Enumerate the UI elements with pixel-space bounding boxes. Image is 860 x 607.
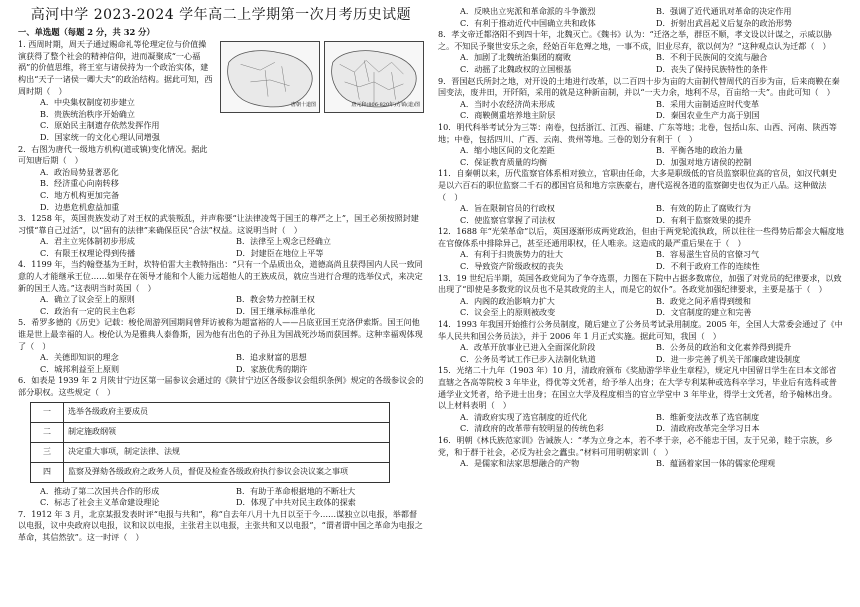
option[interactable]: A．中央集权制度初步建立 [40, 97, 135, 108]
question-13: 13．19 世纪后半期，英国各政党间为了争夺选票，力图在下院中占据多数席位，加强了对党员的纪律要求，以致出现了“即使是多数党的议员也不是其政党的主人，而是它的奴仆”。各政党加强纪律要求，主要是基于（ ） [438, 272, 842, 295]
map-image-1 [220, 41, 320, 113]
option[interactable]: D．国王继承标准单化 [236, 305, 316, 316]
option[interactable]: C．地方机构更加完备 [40, 189, 120, 200]
option[interactable]: C．使监察官掌握了司法权 [460, 214, 556, 225]
option[interactable]: D．封建臣在地位上平等 [236, 247, 324, 258]
q5-options [18, 352, 424, 375]
table-row: 四 监察及弹劾各级政府之政务人员，督促及检查各级政府执行参议会决议案之事项 [31, 462, 390, 482]
question-8: 8．孝文帝迁都洛阳不到四十年，北魏灭亡。《魏书》认为：“迁洛之举，群臣不顺，孝文设以计谋之，示威以胁之。不知民予聚世安乐之余，经始百年危殚之地，一事不成，旧业尽弃，欲以何为？”这种观点认为迁都（ ） [438, 29, 832, 51]
right-column [438, 6, 844, 603]
q14-options [438, 342, 844, 365]
option[interactable]: C．商鞅侧重培养地主阶层 [460, 110, 556, 121]
option[interactable]: D．秦国农业生产力高于别国 [656, 110, 760, 121]
q16-options [438, 458, 844, 470]
option[interactable]: C．保证教育质量的均衡 [460, 156, 548, 167]
option[interactable]: A．关德即知识的理念 [40, 352, 119, 363]
q9-options [438, 99, 844, 122]
option[interactable]: A．旨在限制官员的行政权 [460, 203, 555, 214]
option[interactable]: C．清政府的改革带有较明显的传统色彩 [460, 423, 604, 434]
q8-options [438, 52, 844, 75]
map-image-2 [324, 41, 424, 113]
option[interactable]: A．改革开放事业已进入全面深化阶段 [460, 342, 596, 353]
map-caption-1: 唐朝十道图 [290, 101, 316, 108]
question-6: 6．如表是 1939 年 2 月陕甘宁边区第一届参议会通过的《陕甘宁边区各级参议会组织条例》规定的各级参议会的部分职权。这些规定（ ） [18, 375, 424, 397]
option[interactable]: B．追求财富的思想 [236, 352, 307, 363]
left-column [18, 6, 424, 603]
powers-table [30, 402, 390, 483]
table-row: 二 制定施政纲领 [31, 422, 390, 442]
option[interactable]: A．当时小农经济尚未形成 [460, 98, 555, 109]
q12-options [438, 249, 844, 272]
question-2: 2．右图为唐代一级地方机构(道或镇)变化情况。据此可知唐后期（ ） [18, 143, 208, 166]
option[interactable]: B．强调了近代通讯对革命的决定作用 [656, 6, 792, 16]
option[interactable]: B．维新变法改革了选官制度 [656, 411, 760, 422]
option[interactable]: D．文官制度的建立和完善 [656, 307, 752, 318]
option[interactable]: C．有利于推动近代中国确立共和政体 [460, 17, 596, 28]
option[interactable]: A．缩小地区间的文化差距 [460, 145, 555, 156]
table-row: 一 选举各级政府主要成员 [31, 402, 390, 422]
option[interactable]: C．标志了社会主义革命建设理论 [40, 497, 160, 508]
option[interactable]: C．城邦利益至上原则 [40, 363, 120, 374]
option[interactable]: D．体现了中共对民主政体的探索 [236, 497, 356, 508]
option[interactable]: B．不利于民族间的交流与融合 [656, 52, 768, 63]
option[interactable]: B．经济重心向南转移 [40, 178, 119, 189]
question-15: 15．光绪二十九年（1903 年）10 月，清政府颁布《奖励游学毕业生章程》，规定凡中国留日学生在日本文部省直辖之各高等院校 3 年毕业，得优等文凭者，给予举人出身；在大学专利某种或选科卒学习，毕业后有选科或普通学业文凭者，给予进士出身；在国立大学及程度相当的官立学堂中 3 年毕业，得学士文凭者，给予翰林出身。以上材料表明（ ） [438, 365, 837, 411]
option[interactable]: A．确立了议会至上的原则 [40, 294, 135, 305]
question-16: 16．明朝《林氏族范家训》告诫族人：“孝为立身之本，若不孝于亲，必不能忠于国，友于兄弟，睦于宗族，乡党，和于群于社会，必反为社会之蠹虫。”材料可用明朝家训（ ） [438, 434, 833, 457]
question-1: 1. 西周时期，周天子通过赐命礼等伦理定位与价值操演获得了整个社会的精神信仰，进而凝聚成“一心福祸”的价值思维，将王室与诸侯持为一个政治实体，建构出“天子一诸侯一卿大夫”的政治结构。据此可知，西周时期（ ） [18, 39, 213, 96]
option[interactable]: B．法律至上观念已经确立 [236, 236, 331, 247]
section-heading: 一、单选题（每题 2 分，共 32 分） [18, 26, 155, 37]
question-14: 14．1993 年我国开始推行公务员制度，随后建立了公务员考试录用制度。2005 年，全国人大常委会通过了《中华人民共和国公务员法》，并于 2006 年 1 月正式实施。据此可知，我国（ ） [438, 319, 843, 341]
option[interactable]: A．推动了第二次国共合作的形成 [40, 485, 160, 496]
option[interactable]: D．进一步完善了机关干部廉政建设制度 [656, 353, 801, 364]
option[interactable]: A．内阁的政治影响力扩大 [460, 295, 555, 306]
option[interactable]: D．不利于政府工作的连续性 [656, 261, 760, 272]
tang-maps [220, 41, 424, 213]
option[interactable]: A．加剧了北魏统治集团的腐败 [460, 52, 572, 63]
option[interactable]: B．采用大亩制适应时代变革 [656, 98, 760, 109]
option[interactable]: D．国家统一的文化心理认同增强 [40, 131, 160, 142]
exam-title: 高河中学 2023-2024 学年高二上学期第一次月考历史试题 [30, 7, 412, 23]
q4-options [18, 294, 424, 317]
option[interactable]: B．贵族统治秩序开始确立 [40, 108, 135, 119]
q1-options [18, 97, 214, 143]
option[interactable]: A．政治局势显著恶化 [40, 166, 119, 177]
option[interactable]: B．蕴涵着家国一体的儒家伦理观 [656, 458, 776, 469]
q15-options [438, 412, 844, 435]
option[interactable]: C．政治有一定的民主色彩 [40, 305, 136, 316]
option[interactable]: B．政党之间矛盾得到缓和 [656, 295, 751, 306]
option[interactable]: B．容易滋生官员的官僚习气 [656, 249, 760, 260]
option[interactable]: B．教会势力控制王权 [236, 294, 315, 305]
option[interactable]: A．清政府实现了选官制度的近代化 [460, 411, 588, 422]
option[interactable]: C．有限王权理论得到传播 [40, 247, 136, 258]
option[interactable]: C．议会至上的原则被改变 [460, 307, 556, 318]
option[interactable]: A．是儒家和法家思想融合的产物 [460, 458, 580, 469]
option[interactable]: A．有利于扫贵族势力的壮大 [460, 249, 563, 260]
option[interactable]: D．有利于监察效果的提升 [656, 214, 752, 225]
q11-options [438, 203, 844, 226]
q13-options [438, 296, 844, 319]
option[interactable]: B．有助于革命根据地的不断壮大 [236, 485, 356, 496]
option[interactable]: C．导致资产阶级政权的丧失 [460, 261, 564, 272]
option[interactable]: B．平衡各地的政治力量 [656, 145, 743, 156]
question-9: 9．晋国赵氏所封之地，对开设的土地进行改革，以二百四十步为亩的大亩制代替周代的百步为亩，后来商鞅在秦国变法，废井田，开阡陌，采用的就是这种新亩制，并以“一夫力余，地利不尽，百亩给一夫”。由此可知（ ） [438, 75, 840, 98]
question-3: 3．1258 年，英国贵族发动了对王权的武装叛乱，并声称要“让法律凌驾于国王的尊严之上”，国王必须按照封建习惯“靠自己过活”，以“固有的法律”来确保臣民“合法”权益。这说明当时（ ） [18, 213, 419, 235]
q6-options [18, 486, 424, 509]
option[interactable]: D．清政府改革完全学习日本 [656, 423, 760, 434]
option[interactable]: C．公务员考试工作已步入法制化轨道 [460, 353, 596, 364]
question-10: 10．明代科举考试分为三等：南卷，包括浙江、江西、福建、广东等地；北卷，包括山东、山西、河南、陕西等地；中卷，包括四川、广西、云南、贵州等地。三卷的划分有利于（ ） [438, 121, 837, 144]
q3-options [18, 236, 424, 259]
question-11: 11．自秦朝以来，历代监察官体系相对独立，官职由任命，大多是职级低的官员监察职位高的官员，如汉代刺史是以六百石的职位监察二千石的郡国官员和地方宗族豪右，唐代巡视各道的监察御史也仅为正八品。这种做法（ ） [438, 168, 837, 202]
option[interactable]: D．边患危机愈益加重 [40, 201, 120, 212]
option[interactable]: A．反映出立宪派和革命派的斗争激烈 [460, 6, 596, 16]
q10-options [438, 145, 844, 168]
option[interactable]: B．公务员的政治和文化素养得到提升 [656, 342, 792, 353]
option[interactable]: D．折射出武昌起义后复杂的政治形势 [656, 17, 792, 28]
question-4: 4．1199 年，当约翰登基为王时，坎特伯雷大主教特指出：“只有一个品质出众，道德高尚且获得国内人民一致同意的人才能继承王位……如果存在领导才能和个人能力远超他人的王族成员，就应当进行合理的选举仪式，来决定新的国王人选。”这表明当时英国（ ） [18, 259, 423, 293]
option[interactable]: C．动摇了北魏政权的立国根基 [460, 63, 572, 74]
option[interactable]: D．丧失了保持民族特性的条件 [656, 63, 768, 74]
map-caption-2: 唐元和(806-820年)方镇(道)图 [351, 101, 420, 108]
option[interactable]: D．加强对地方诸侯的控制 [656, 156, 752, 167]
q2-options [18, 167, 214, 213]
option[interactable]: A．君主立宪体制初步形成 [40, 236, 135, 247]
q1-q2-block [18, 39, 424, 213]
question-5: 5．希罗多德的《历史》记载：梭伦周游列国期间曾拜访被称为超富裕的人——吕底亚国王克洛伊索斯。国王问他谁是世上最幸福的人。梭伦认为是雅典人泰鲁斯，因为他有出色的子孙且为国战死沙场而获国葬。这种幸福观体现了（ ） [18, 317, 423, 351]
question-12: 12．1688 年“光荣革命”以后，英国逐渐形成两党政治，但由于两党轮流执政，所以往往一些得势后都会大幅度地在官僚体系中排除异己，甚至还通用职权，任人唯亲。这造成的最严重后果在于（ ） [438, 226, 844, 248]
table-row: 三 决定重大事项，制定法律、法规 [31, 442, 390, 462]
option[interactable]: C．原始民主制遗存依然发挥作用 [40, 120, 160, 131]
option[interactable]: B．有效的防止了腐败行为 [656, 203, 751, 214]
question-7: 7．1912 年 3 月，北京某报发表时评“电报与共和”，称“自去年八月十九日以至于今……谋独立以电报，举都督以电报，议中央政府以电报，议和议以电报，主张君主以电报，主张共和又以电报”，“谓者谓中国之革命为电报之革命，其信然欤”。这一时评（ ） [18, 508, 423, 542]
option[interactable]: D．家族优秀的期许 [236, 363, 308, 374]
q7-options [438, 6, 844, 29]
